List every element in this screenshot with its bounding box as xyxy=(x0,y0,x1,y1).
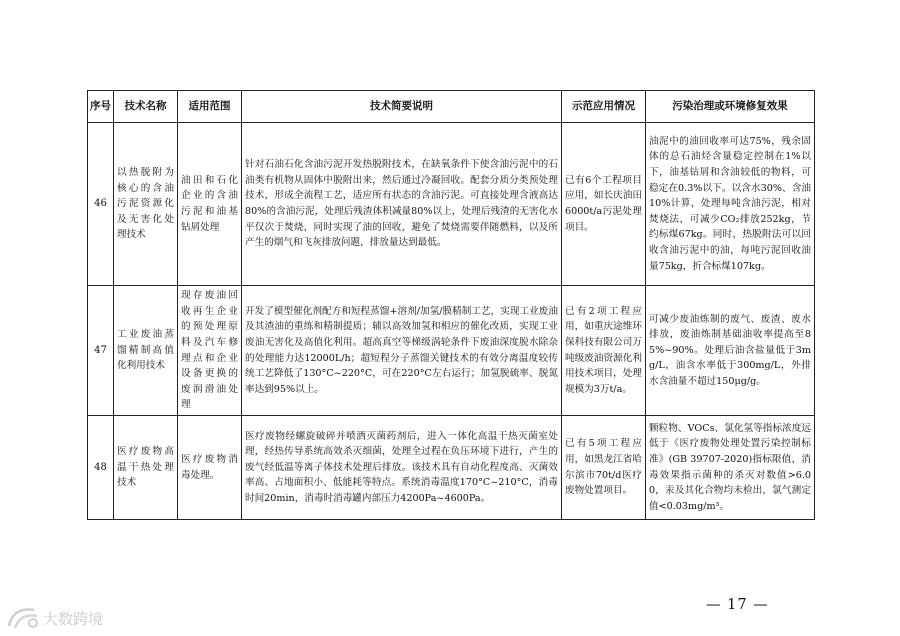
header-description: 技术简要说明 xyxy=(242,91,562,123)
scope-cell: 现存废油回收再生企业的预处理原料及汽车修理点和企业设备更换的废润滑油处理 xyxy=(178,286,242,416)
page-number: — 17 — xyxy=(706,597,769,613)
scope-cell: 油田和石化企业的含油污泥和油基钻屑处理 xyxy=(178,123,242,286)
row-number: 47 xyxy=(88,286,114,416)
watermark-text: 大数跨境 xyxy=(43,609,104,628)
demo-cell: 已有2项工程应用，如重庆途维环保科技有限公司万吨级废油资源化利用技术项目，处理规模为3万t/a。 xyxy=(562,286,646,416)
table-row xyxy=(88,416,815,520)
effect-cell: 可减少废油炼制的废气、废渣、废水排放，废油炼制基础油收率提高至85%~90%。处理后油含盐量低于3mg/L，油含水率低于300mg/L，外排水含油量不超过150μg/g。 xyxy=(646,286,815,416)
row-number: 46 xyxy=(88,123,114,286)
demo-cell: 已有6个工程项目应用，如长庆油田6000t/a污泥处理项目。 xyxy=(562,123,646,286)
description-cell: 针对石油石化含油污泥开发热脱附技术，在缺氧条件下使含油污泥中的石油类有机物从固体中脱附出来，然后通过冷凝回收。配套分质分类预处理技术，形成全流程工艺，适应所有状态的含油污泥。可直接处理含液高达80%的含油污泥，处理后残渣体积减量80%以上，处理后残渣的无害化水平仅次于焚烧，同时实现了油的回收，避免了焚烧需要伴随燃料，以及所产生的烟气和飞灰排放问题，排放量达到最低。 xyxy=(242,123,562,286)
tech-name-cell: 工业废油蒸馏精制高值化利用技术 xyxy=(114,286,178,416)
tech-name-cell: 以热脱附为核心的含油污泥资源化及无害化处理技术 xyxy=(114,123,178,286)
header-tech-name: 技术名称 xyxy=(114,91,178,123)
row-number: 48 xyxy=(88,416,114,520)
description-cell: 医疗废物经螺旋破碎并喷洒灭菌药剂后，进入一体化高温干热灭菌室处理，经热传导系统高效杀灭细菌，处理全过程在负压环境下进行，产生的废气经低温等离子体技术处理后排放。该技术具有自动化程度高、灭菌效率高、占地面积小、低能耗等特点。系统消毒温度170°C~210°C，消毒时间20min，消毒时消毒罐内部压力4200Pa~4600Pa。 xyxy=(242,416,562,520)
brand-logo-icon xyxy=(6,606,40,630)
header-demo: 示范应用情况 xyxy=(562,91,646,123)
table-row xyxy=(88,286,815,416)
technology-table xyxy=(87,90,815,520)
effect-cell: 油泥中的油回收率可达75%，残余固体的总石油烃含量稳定控制在1%以下，油基钻屑和含油较低的物料，可稳定在0.3%以下。以含水30%、含油10%计算，处理每吨含油污泥，相对焚烧法，可减少CO₂排放252kg，节约标煤67kg。同时，热脱附法可以回收含油污泥中的油，每吨污泥回收油量75kg，折合标煤107kg。 xyxy=(646,123,815,286)
demo-cell: 已有5项工程应用，如黑龙江省哈尔滨市70t/d医疗废物处置项目。 xyxy=(562,416,646,520)
watermark xyxy=(6,606,103,630)
header-effect: 污染治理或环境修复效果 xyxy=(646,91,815,123)
description-cell: 开发了模型催化剂配方和短程蒸馏+溶剂/加氢/膜精制工艺，实现工业废油及其渣油的重练和精制提质；辅以高效加氢和相应的催化改质，实现工业废油无害化及高值化利用。超高真空等梯级涡轮条件下废油深度脱水除杂的处理能力达12000L/h；超短程分子蒸馏关键技术的有效分离温度较传统工艺降低了130°C~220°C，可在220°C左右运行；加氢脱硫率、脱氮率达到95%以上。 xyxy=(242,286,562,416)
scope-cell: 医疗废物消毒处理。 xyxy=(178,416,242,520)
header-number: 序号 xyxy=(88,91,114,123)
header-scope: 适用范围 xyxy=(178,91,242,123)
effect-cell: 颗粒物、VOCs、氯化氢等指标浓度远低于《医疗废物处理处置污染控制标准》(GB 39707-2020)指标限值，消毒效果指示菌种的杀灭对数值>6.00，汞及其化合物均未检出，氯气测定值<0.03mg/m³。 xyxy=(646,416,815,520)
table-row xyxy=(88,123,815,286)
table-header-row xyxy=(88,91,815,123)
tech-name-cell: 医疗废物高温干热处理技术 xyxy=(114,416,178,520)
